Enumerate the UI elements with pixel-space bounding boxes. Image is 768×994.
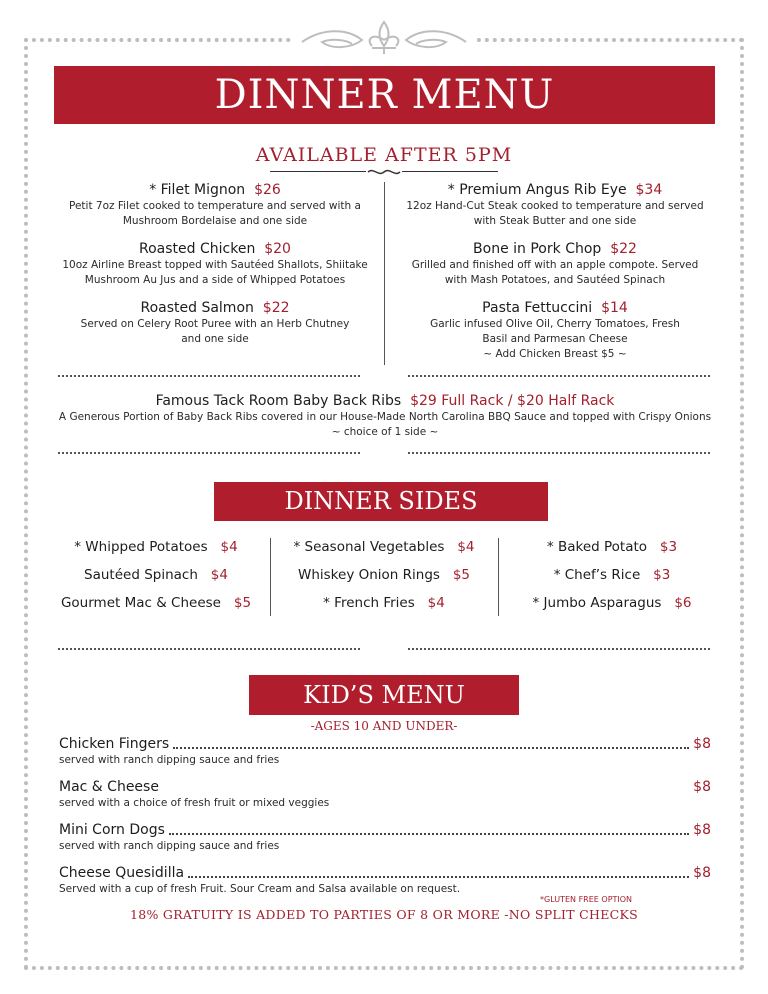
item-description: Petit 7oz Filet cooked to temperature and served with a Mushroom Bordelaise and one side — [69, 200, 361, 227]
menu-title: DINNER MENU — [54, 66, 715, 124]
item-addon: ~ choice of 1 side ~ — [331, 426, 439, 438]
side-price: $5 — [452, 567, 470, 583]
item-price: $8 — [693, 736, 711, 752]
item-price: $34 — [635, 182, 663, 198]
side-price: $3 — [659, 539, 678, 555]
column-divider — [384, 182, 385, 365]
item-description: Grilled and finished off with an apple compote. Served with Mash Potatoes, and Sautéed Spinach — [411, 259, 699, 286]
dotted-divider — [58, 648, 360, 650]
item-name: Roasted Chicken — [139, 241, 256, 257]
column-divider — [498, 538, 499, 616]
item-name: Mac & Cheese — [59, 779, 159, 795]
side-price: $5 — [233, 595, 252, 611]
item-addon: ~ Add Chicken Breast $5 ~ — [483, 348, 627, 360]
item-description: A Generous Portion of Baby Back Ribs covered in our House-Made North Carolina BBQ Sauce and topped with Crispy Onions — [58, 411, 712, 423]
kids-item — [59, 864, 711, 896]
item-name: * Premium Angus Rib Eye — [447, 182, 627, 198]
side-price: $3 — [653, 567, 671, 583]
side-item — [512, 567, 712, 583]
dotted-divider — [408, 452, 710, 454]
side-item — [56, 595, 256, 611]
column-divider — [270, 538, 271, 616]
item-description: served with ranch dipping sauce and fries — [59, 754, 280, 766]
item-name: Pasta Fettuccini — [482, 300, 593, 316]
item-price: $8 — [693, 822, 711, 838]
item-price: $14 — [601, 300, 628, 316]
item-price: $22 — [262, 300, 290, 316]
item-price: $26 — [254, 182, 281, 198]
item-name: Famous Tack Room Baby Back Ribs — [155, 393, 402, 409]
item-name: Bone in Pork Chop — [473, 241, 602, 257]
side-item — [284, 567, 484, 583]
entree-filet — [60, 181, 370, 229]
item-name: * Filet Mignon — [149, 182, 246, 198]
item-price: $20 — [264, 241, 291, 257]
gluten-free-note: *GLUTEN FREE OPTION — [540, 895, 633, 904]
dotted-divider — [408, 375, 710, 377]
item-description: served with a choice of fresh fruit or mixed veggies — [59, 797, 330, 809]
item-description: served with ranch dipping sauce and fries — [59, 840, 280, 852]
side-price: $4 — [427, 595, 445, 611]
side-name: Gourmet Mac & Cheese — [60, 595, 221, 611]
item-price: $8 — [693, 865, 711, 881]
dotted-divider — [58, 375, 360, 377]
item-name: Chicken Fingers — [59, 736, 170, 752]
kids-item — [59, 735, 711, 767]
side-item — [56, 567, 256, 583]
fleur-ornament-icon — [292, 18, 476, 58]
side-name: * Baked Potato — [546, 539, 648, 555]
side-price: $4 — [210, 567, 228, 583]
side-name: Sautéed Spinach — [84, 567, 198, 583]
item-description: 10oz Airline Breast topped with Sautéed Shallots, Shiitake Mushroom Au Jus and a side of Whipped Potatoes — [62, 259, 368, 286]
entree-chicken — [60, 240, 370, 288]
item-description: Garlic infused Olive Oil, Cherry Tomatoes, Fresh Basil and Parmesan Cheese — [430, 318, 680, 345]
side-name: * Chef’s Rice — [553, 567, 641, 583]
gratuity-notice: 18% GRATUITY IS ADDED TO PARTIES OF 8 OR MORE -NO SPLIT CHECKS — [129, 907, 639, 922]
side-name: * Whipped Potatoes — [74, 539, 208, 555]
item-name: Mini Corn Dogs — [59, 822, 165, 838]
kids-item — [59, 821, 711, 853]
entree-ribs — [54, 392, 716, 440]
item-name: Cheese Quesidilla — [59, 865, 185, 881]
item-description: Served on Celery Root Puree with an Herb Chutney and one side — [80, 318, 350, 345]
swirl-icon — [366, 167, 402, 177]
item-price: $8 — [693, 779, 711, 795]
side-price: $4 — [220, 539, 238, 555]
side-item — [512, 539, 712, 555]
availability-heading: AVAILABLE AFTER 5PM — [255, 144, 513, 166]
kids-item — [59, 778, 711, 810]
side-name: * Seasonal Vegetables — [293, 539, 445, 555]
item-price: $22 — [610, 241, 637, 257]
side-item — [512, 595, 712, 611]
side-name: * French Fries — [323, 595, 415, 611]
side-item — [284, 595, 484, 611]
dot-leader — [169, 833, 689, 835]
sides-title: DINNER SIDES — [214, 482, 548, 521]
side-item — [56, 539, 256, 555]
entree-salmon — [60, 299, 370, 347]
entree-pork-chop — [400, 240, 710, 288]
dotted-divider — [58, 452, 360, 454]
side-price: $6 — [674, 595, 692, 611]
side-item — [284, 539, 484, 555]
dotted-divider — [408, 648, 710, 650]
item-description: 12oz Hand-Cut Steak cooked to temperature and served with Steak Butter and one side — [406, 200, 704, 227]
dot-leader — [188, 876, 689, 878]
entree-ribeye — [400, 181, 710, 229]
dot-leader — [173, 747, 689, 749]
item-description: Served with a cup of fresh Fruit. Sour Cream and Salsa available on request. — [59, 883, 461, 895]
entree-fettuccini — [400, 299, 710, 362]
kids-subtitle: -AGES 10 AND UNDER- — [310, 719, 458, 733]
item-price: $29 Full Rack / $20 Half Rack — [410, 393, 615, 409]
side-price: $4 — [457, 539, 475, 555]
side-name: * Jumbo Asparagus — [532, 595, 662, 611]
kids-title: KID’S MENU — [249, 675, 519, 715]
item-name: Roasted Salmon — [140, 300, 254, 316]
side-name: Whiskey Onion Rings — [297, 567, 440, 583]
